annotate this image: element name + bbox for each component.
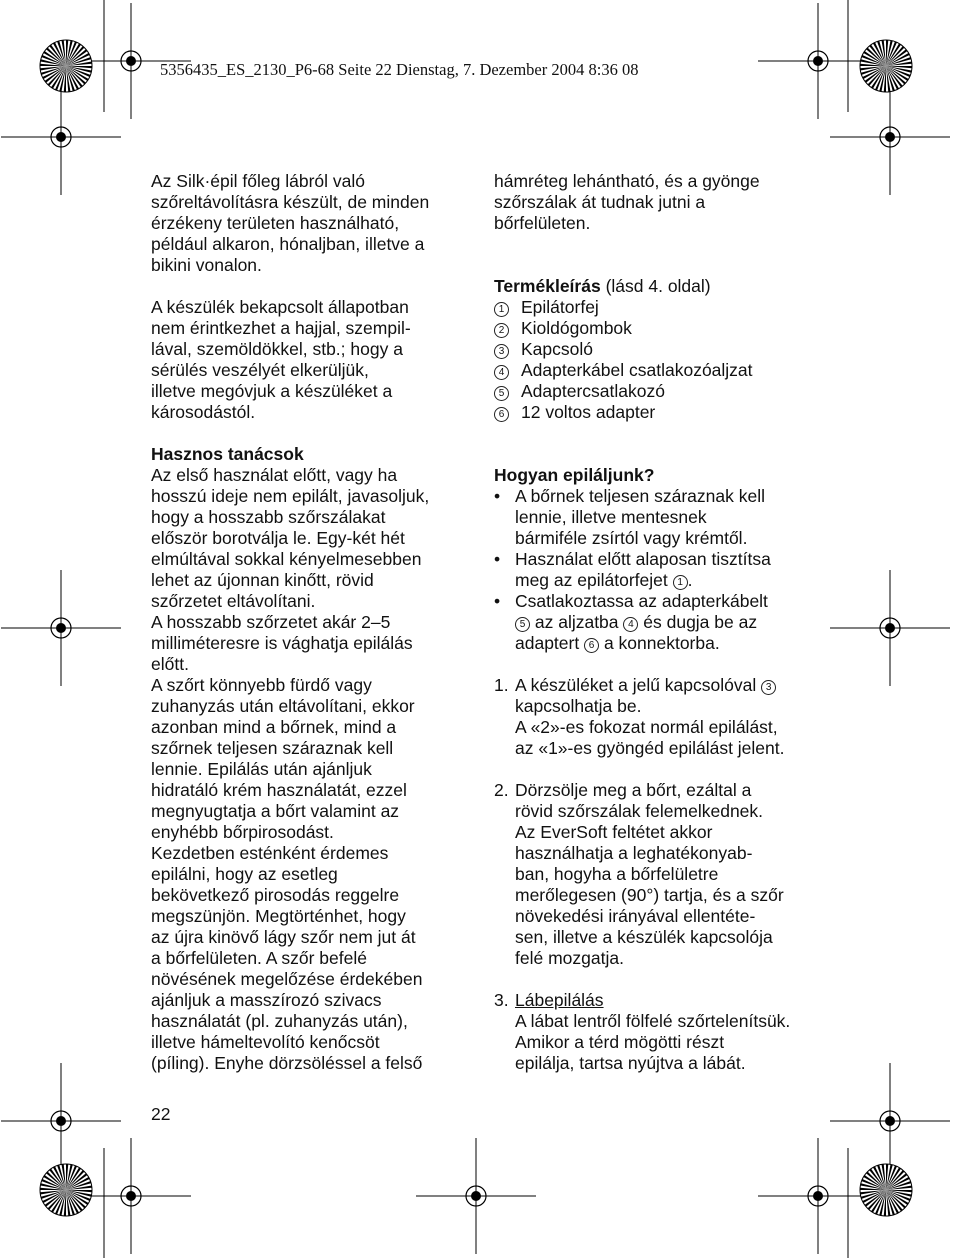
part-number-circle: 3 [761,680,776,695]
part-number-circle: 1 [673,575,688,590]
warning-paragraph [151,297,471,423]
star-target [40,1164,92,1216]
right-column [494,171,814,1074]
crosshair-mark [758,1138,878,1254]
text-line: lehet az újonnan kinőtt, rövid [151,570,374,590]
part-item [494,381,814,402]
part-label: Adapterkábel csatlakozóaljzat [521,360,753,380]
text-line: bármiféle zsírtól vagy krémtől. [515,528,748,548]
text-line: érzékeny területen használható, [151,213,400,233]
text-line: felé mozgatja. [515,948,624,968]
part-label: 12 voltos adapter [521,402,656,422]
part-number-circle: 3 [494,344,509,359]
text-line: A hosszabb szőrzetet akár 2–5 [151,612,391,632]
tips-paragraph [151,465,471,1074]
how-to-heading: Hogyan epiláljunk? [494,465,655,485]
text-line: bőrfelületen. [494,213,591,233]
text-line: sen, illetve a készülék kapcsolója [515,927,773,947]
continued-paragraph [494,171,814,234]
bullet-item: • Használat előtt alaposan tisztítsa meg az epilátorfejet 1 . [494,549,771,590]
step-2: 2. Dörzsölje meg a bőrt, ezáltal a rövid szőrszálak felemelkednek. Az EverSoft feltétet akkor használhatja a leghatékonyab- ban, hogyha a bőrfelületre merőlegesen (90°) tartja, és a szőr növekedési irányával ellentéte- sen, illetve a készülék kapcsolója felé mozgatja. [494,780,784,968]
text-line: először borotválja le. Egy-két hét [151,528,405,548]
text-line: A bőrnek teljesen száraznak kell [515,486,765,506]
text-line: használhatja a leghatékonyab- [515,843,753,863]
bullet-item: • A bőrnek teljesen száraznak kell lennie, illetve mentesnek bármiféle zsírtól vagy krémtől. [494,486,765,548]
text-line: megnyugtatja a bőrt valamint az [151,801,400,821]
text-line: nem érintkezhet a hajjal, szempil- [151,318,411,338]
print-header: 5356435_ES_2130_P6-68 Seite 22 Dienstag, 7. Dezember 2004 8:36 08 [160,60,639,79]
bullet-item: • Csatlakoztassa az adapterkábelt 5 az aljzatba 4 és dugja be az adaptert 6 a konnektorba. [494,591,768,653]
tips-heading: Hasznos tanácsok [151,444,304,464]
text-line: használatát (pl. zuhanyzás után), [151,1011,408,1031]
text-line: Az Silk·épil főleg lábról való [151,171,365,191]
text-line: epilálni, hogy az esetleg [151,864,338,884]
parts-list [494,297,814,423]
text-line: ban, hogyha a bőrfelületre [515,864,719,884]
part-number-circle: 4 [494,365,509,380]
intro-paragraph [151,171,471,276]
text-line: (píling). Enyhe dörzsöléssel a felső [151,1053,423,1073]
part-number-circle: 2 [494,323,509,338]
step-3-title: Lábepilálás [515,990,604,1010]
text-line: hámréteg lehántható, és a gyönge [494,171,760,191]
crosshair-mark [830,570,950,686]
part-item [494,402,814,423]
part-item [494,360,814,381]
text-line: illetve hámeltevolító kenőcsöt [151,1032,380,1052]
part-item [494,318,814,339]
part-label: Adaptercsatlakozó [521,381,665,401]
text-line: például alkaron, hónaljban, illetve a [151,234,425,254]
page-number: 22 [151,1104,171,1124]
text-line: epilálja, tartsa nyújtva a lábát. [515,1053,746,1073]
step-3: 3. Lábepilálás A lábat lentről fölfelé szőrtelenítsük. Amikor a térd mögötti részt epilálja, tartsa nyújtva a lábát. [494,990,791,1073]
text-line: Kezdetben esténként érdemes [151,843,389,863]
crosshair-mark [1,79,121,195]
text-line: enyhébb bőrpirosodást. [151,822,334,842]
part-number-circle: 4 [623,617,638,632]
text-line: A készülék bekapcsolt állapotban [151,297,409,317]
text-line: elmúltával sokkal kényelmesebben [151,549,422,569]
text-line: illetve megóvjuk a készüléket a [151,381,393,401]
star-target [40,40,92,92]
crosshair-mark [1,1063,121,1179]
text-line: A szőrt könnyebb fürdő vagy [151,675,372,695]
text-line: szőreltávolításra készült, de minden [151,192,430,212]
step-1: 1. A készüléket a jelű kapcsolóval 3 kapcsolhatja be. A «2»-es fokozat normál epilálást, az «1»-es gyöngéd epilálást jelent. [494,675,785,758]
part-number-circle: 6 [584,638,599,653]
text-line: szőrzetet eltávolítani. [151,591,316,611]
star-target [860,40,912,92]
part-label: Epilátorfej [521,297,599,317]
part-label: Kioldógombok [521,318,632,338]
part-item [494,339,814,360]
text-line: hosszú ideje nem epilált, javasoljuk, [151,486,430,506]
text-line: növésének megelőzése érdekében [151,969,423,989]
part-number-circle: 5 [494,386,509,401]
text-line: sérülés veszélyét elkerüljük, [151,360,369,380]
text-line: azonban mind a bőrnek, mind a [151,717,397,737]
text-line: hogy a hosszabb szőrszálakat [151,507,386,527]
text-line: bekövetkező pirosodás reggelre [151,885,400,905]
part-label: Kapcsoló [521,339,593,359]
text-line: zuhanyzás után eltávolítani, ekkor [151,696,415,716]
crosshair-mark [416,1138,536,1254]
text-line: lennie, illetve mentesnek [515,507,707,527]
text-line: Az első használat előtt, vagy ha [151,465,398,485]
part-number-circle: 5 [515,617,530,632]
part-number-circle: 6 [494,407,509,422]
text-line: hidratáló krém használatát, ezzel [151,780,407,800]
text-line: növekedési irányával ellentéte- [515,906,756,926]
text-line: károsodástól. [151,402,256,422]
text-line: rövid szőrszálak felemelkednek. [515,801,764,821]
text-line: szőrszálak át tudnak jutni a [494,192,706,212]
text-line: szőrnek teljesen száraznak kell [151,738,394,758]
text-line: Dörzsölje meg a bőrt, ezáltal a [515,780,752,800]
crosshair-mark [1,570,121,686]
text-line: A lábat lentről fölfelé szőrtelenítsük. [515,1011,791,1031]
text-line: Amikor a térd mögötti részt [515,1032,725,1052]
text-line: merőlegesen (90°) tartja, és a szőr [515,885,784,905]
product-description-heading: Termékleírás (lásd 4. oldal) [494,276,711,296]
text-line: az újra kinövő lágy szőr nem jut át [151,927,416,947]
part-number-circle: 1 [494,302,509,317]
text-line: megszünjön. Megtörténhet, hogy [151,906,406,926]
text-line: lával, szemöldökkel, stb.; hogy a [151,339,403,359]
left-column [151,171,471,1074]
text-line: milliméteresre is vághatja epilálás [151,633,413,653]
part-item [494,297,814,318]
text-line: a bőrfelületen. A szőr befelé [151,948,367,968]
text-line: ajánljuk a masszírozó szivacs [151,990,382,1010]
star-target [860,1164,912,1216]
text-line: bikini vonalon. [151,255,262,275]
text-line: Az EverSoft feltétet akkor [515,822,713,842]
text-line: lennie. Epilálás után ajánljuk [151,759,372,779]
text-line: előtt. [151,654,189,674]
